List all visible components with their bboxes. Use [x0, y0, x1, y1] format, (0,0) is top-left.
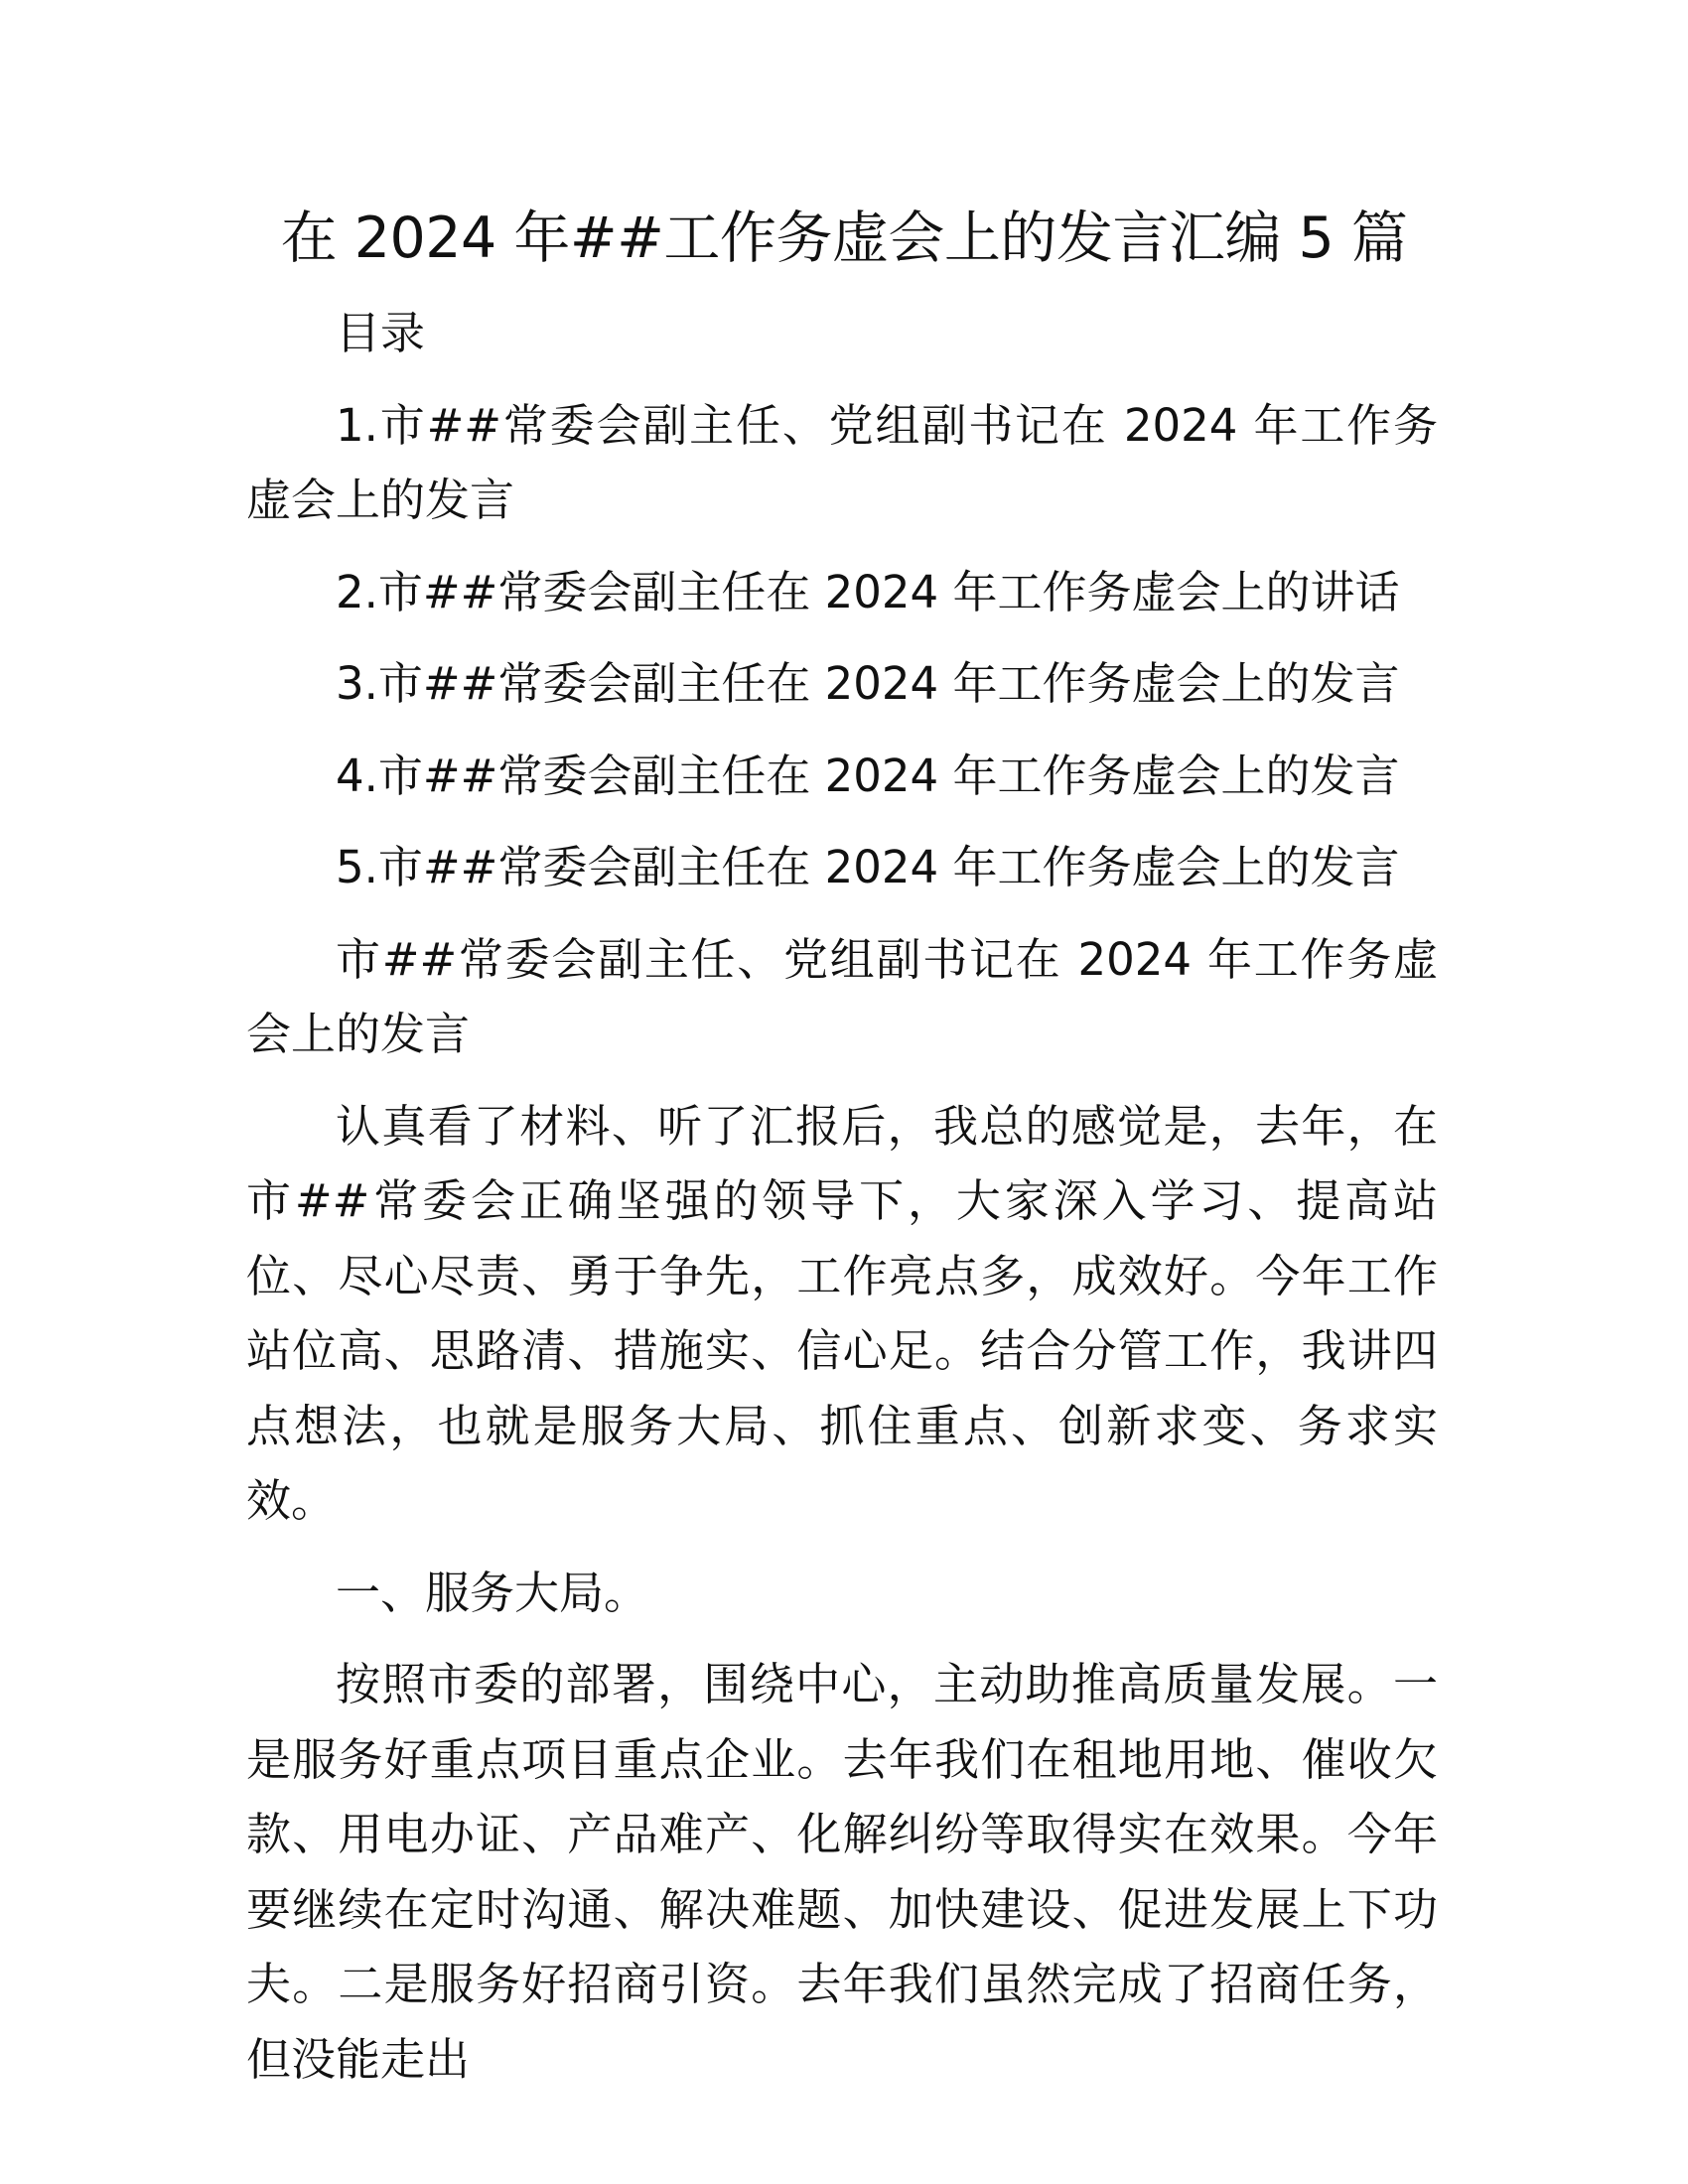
toc-heading: 目录 — [336, 307, 426, 359]
body-paragraph: 认真看了材料、听了汇报后，我总的感觉是，去年，在市##常委会正确坚强的领导下，大家深入学习、提高站位、尽心尽责、勇于争先，工作亮点多，成效好。今年工作站位高、思路清、措施实、信心足。结合分管工作，我讲四点想法，也就是服务大局、抓住重点、创新求变、务求实效。 — [246, 1099, 1438, 1527]
body-paragraph: 按照市委的部署，围绕中心，主动助推高质量发展。一是服务好重点项目重点企业。去年我们在租地用地、催收欠款、用电办证、产品难产、化解纠纷等取得实在效果。今年要继续在定时沟通、解决难题、加快建设、促进发展上下功夫。二是服务好招商引资。去年我们虽然完成了招商任务，但没能走出 — [246, 1658, 1438, 2086]
section-title: 市##常委会副主任、党组副书记在 2024 年工作务虚会上的发言 — [246, 932, 1438, 1060]
toc-item: 4.市##常委会副主任在 2024 年工作务虚会上的发言 — [336, 749, 1400, 802]
toc-item: 1.市##常委会副主任、党组副书记在 2024 年工作务虚会上的发言 — [246, 398, 1438, 526]
document-title: 在 2024 年##工作务虚会上的发言汇编 5 篇 — [280, 205, 1408, 271]
section-heading: 一、服务大局。 — [336, 1566, 649, 1619]
toc-item: 2.市##常委会副主任在 2024 年工作务虚会上的讲话 — [336, 565, 1400, 618]
toc-item: 5.市##常委会副主任在 2024 年工作务虚会上的发言 — [336, 841, 1400, 893]
toc-item: 3.市##常委会副主任在 2024 年工作务虚会上的发言 — [336, 657, 1400, 710]
document-body — [246, 296, 1438, 2114]
